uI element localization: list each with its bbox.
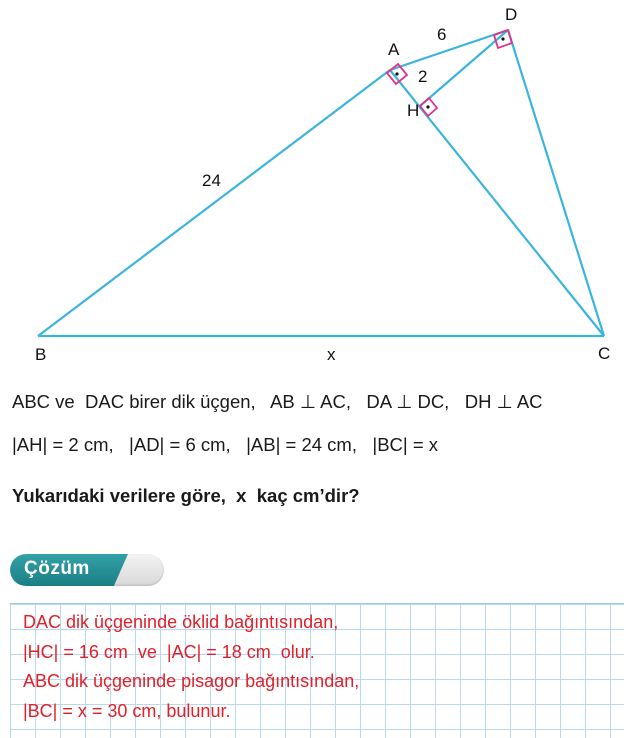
segment-AB (38, 70, 390, 336)
segment-DC (508, 30, 604, 336)
solution-line: ABC dik üçgeninde pisagor bağıntısından, (23, 671, 360, 691)
problem-given-lengths: |AH| = 2 cm, |AD| = 6 cm, |AB| = 24 cm, |BC| = x (12, 434, 439, 455)
label-point-C: C (598, 344, 611, 363)
label-point-B: B (35, 345, 47, 364)
label-point-A: A (388, 40, 400, 59)
label-length-AB: 24 (202, 171, 221, 190)
solution-badge (10, 554, 164, 586)
solution-line: DAC dik üçgeninde öklid bağıntısından, (23, 612, 339, 632)
label-point-H: H (407, 101, 420, 120)
solution-badge-label: Çözüm (24, 558, 90, 579)
solution-line: |BC| = x = 30 cm, bulunur. (23, 701, 231, 721)
label-point-D: D (505, 5, 518, 24)
solution-box (10, 603, 624, 738)
segment-AD (390, 30, 508, 70)
right-angle-marker-H (420, 98, 437, 116)
problem-question: Yukarıdaki verilere göre, x kaç cm’dir? (12, 485, 360, 506)
label-length-BC: x (327, 345, 336, 364)
label-length-AH: 2 (418, 67, 428, 86)
problem-conditions: ABC ve DAC birer dik üçgen, AB ⊥ AC, DA ⊥ DC, DH ⊥ AC (12, 391, 543, 412)
segment-DH (420, 30, 508, 106)
solution-line: |HC| = 16 cm ve |AC| = 18 cm olur. (23, 642, 315, 662)
label-length-AD: 6 (437, 25, 447, 44)
